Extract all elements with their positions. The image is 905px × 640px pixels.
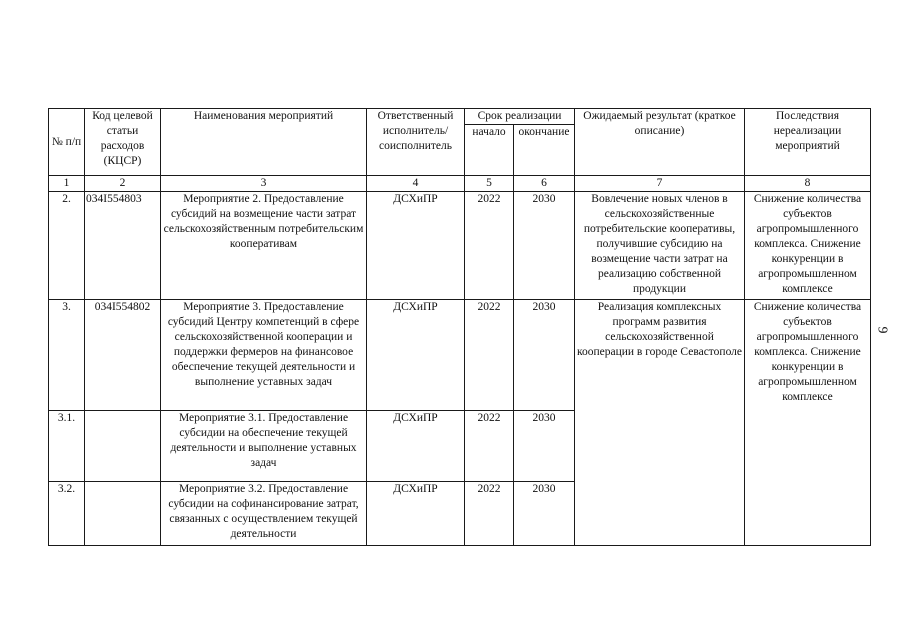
header-name: Наименования мероприятий (161, 109, 367, 176)
row-num: 3. (49, 300, 85, 411)
row-result: Реализация комплексных программ развития сельскохозяйственной кооперации в городе Севастополе (575, 300, 745, 546)
row-consequences: Снижение количества субъектов агропромышленного комплекса. Снижение конкуренции в агропромышленном комплексе (745, 300, 871, 546)
row-num: 2. (49, 192, 85, 300)
row-name: Мероприятие 2. Предоставление субсидий на возмещение части затрат сельскохозяйственным потребительским кооперативам (161, 192, 367, 300)
page-number: 9 (874, 326, 890, 334)
column-number: 8 (745, 176, 871, 192)
row-code: 034I554803 (85, 192, 161, 300)
header-period: Срок реализации (465, 109, 575, 125)
header-code: Код целевой статьи расходов (КЦСР) (85, 109, 161, 176)
row-responsible: ДСХиПР (367, 482, 465, 546)
header-row (49, 109, 871, 125)
row-name: Мероприятие 3. Предоставление субсидий Центру компетенций в сфере сельскохозяйственной кооперации и поддержки фермеров на финансовое обеспечение текущей деятельности и выполнение уставных задач (161, 300, 367, 411)
header-responsible: Ответственный исполнитель/ соисполнитель (367, 109, 465, 176)
column-number: 5 (465, 176, 514, 192)
row-code (85, 482, 161, 546)
row-code (85, 411, 161, 482)
row-num: 3.2. (49, 482, 85, 546)
column-numbers-row (49, 176, 871, 192)
row-result: Вовлечение новых членов в сельскохозяйственные потребительские кооперативы, получившие субсидию на возмещение части затрат на реализацию собственной продукции (575, 192, 745, 300)
row-name: Мероприятие 3.2. Предоставление субсидии на софинансирование затрат, связанных с осуществлением текущей деятельности (161, 482, 367, 546)
row-code: 034I554802 (85, 300, 161, 411)
column-number: 3 (161, 176, 367, 192)
activities-table (48, 108, 871, 546)
row-consequences: Снижение количества субъектов агропромышленного комплекса. Снижение конкуренции в агропромышленном комплексе (745, 192, 871, 300)
header-result: Ожидаемый результат (краткое описание) (575, 109, 745, 176)
row-end: 2030 (514, 300, 575, 411)
row-responsible: ДСХиПР (367, 192, 465, 300)
table-row (49, 300, 871, 411)
column-number: 1 (49, 176, 85, 192)
table-row (49, 192, 871, 300)
row-responsible: ДСХиПР (367, 411, 465, 482)
header-end: окончание (514, 125, 575, 176)
row-start: 2022 (465, 192, 514, 300)
row-responsible: ДСХиПР (367, 300, 465, 411)
row-num: 3.1. (49, 411, 85, 482)
row-end: 2030 (514, 482, 575, 546)
row-end: 2030 (514, 411, 575, 482)
row-start: 2022 (465, 300, 514, 411)
row-name: Мероприятие 3.1. Предоставление субсидии на обеспечение текущей деятельности и выполнение уставных задач (161, 411, 367, 482)
column-number: 4 (367, 176, 465, 192)
header-start: начало (465, 125, 514, 176)
column-number: 2 (85, 176, 161, 192)
header-num: № п/п (49, 109, 85, 176)
header-consequences: Последствия нереализации мероприятий (745, 109, 871, 176)
column-number: 6 (514, 176, 575, 192)
column-number: 7 (575, 176, 745, 192)
row-start: 2022 (465, 482, 514, 546)
row-start: 2022 (465, 411, 514, 482)
row-end: 2030 (514, 192, 575, 300)
